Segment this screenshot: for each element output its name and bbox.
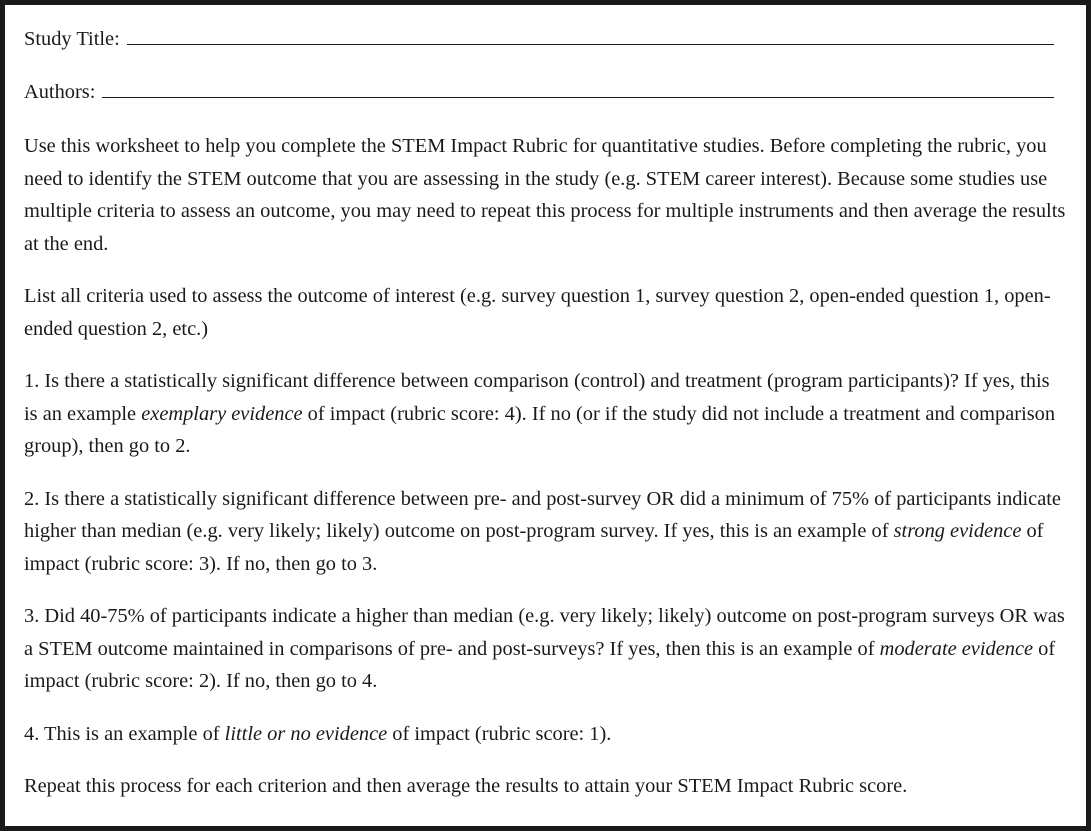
- study-title-field: [24, 23, 1066, 55]
- step-4-text-before: 4. This is an example of: [24, 722, 225, 745]
- step-1: [24, 365, 1066, 463]
- step-2-emphasis: strong evidence: [893, 520, 1022, 542]
- step-1-text-before: 1. Is there a statistically significant difference between comparison (control) and treatment (program participants)? If yes, this is an example: [24, 370, 1050, 425]
- step-2-text-after: of impact (rubric score: 3). If no, then go to 3.: [24, 520, 1044, 575]
- step-2-text-before: 2. Is there a statistically significant difference between pre- and post-survey OR did a minimum of 75% of participants indicate higher than median (e.g. very likely; likely) outcome on post-program survey. If yes, this is an example of: [24, 487, 1061, 542]
- criteria-instruction: List all criteria used to assess the outcome of interest (e.g. survey question 1, survey question 2, open-ended question 1, open-ended question 2, etc.): [24, 285, 1051, 340]
- authors-blank-line[interactable]: [102, 80, 1054, 98]
- authors-label: Authors:: [24, 81, 96, 103]
- step-4-emphasis: little or no evidence: [224, 722, 388, 745]
- step-3: [24, 600, 1066, 698]
- study-title-label: Study Title:: [24, 28, 120, 50]
- step-3-text-before: 3. Did 40-75% of participants indicate a higher than median (e.g. very likely; likely) outcome on post-program surveys OR was a STEM outcome maintained in comparisons of pre- and post-surveys? If yes, then this is an example of: [24, 605, 1065, 660]
- closing-instruction: Repeat this process for each criterion and then average the results to attain your STEM Impact Rubric score.: [24, 775, 908, 797]
- step-4: [24, 718, 1066, 751]
- step-1-text-after: of impact (rubric score: 4). If no (or if the study did not include a treatment and comparison group), then go to 2.: [24, 402, 1056, 457]
- step-2: [24, 483, 1066, 581]
- step-4-text-after: of impact (rubric score: 1).: [387, 722, 612, 745]
- intro-paragraph: Use this worksheet to help you complete the STEM Impact Rubric for quantitative studies. Before completing the rubric, you need to identify the STEM outcome that you are assessing in the study (e.g. STEM career interest). Because some studies use multiple criteria to assess an outcome, you may need to repeat this process for multiple instruments and then average the results at the end.: [24, 135, 1066, 255]
- step-1-emphasis: exemplary evidence: [141, 402, 303, 425]
- authors-field: [24, 76, 1066, 108]
- step-3-text-after: of impact (rubric score: 2). If no, then go to 4.: [24, 637, 1056, 692]
- study-title-blank-line[interactable]: [127, 27, 1054, 45]
- step-3-emphasis: moderate evidence: [879, 637, 1034, 660]
